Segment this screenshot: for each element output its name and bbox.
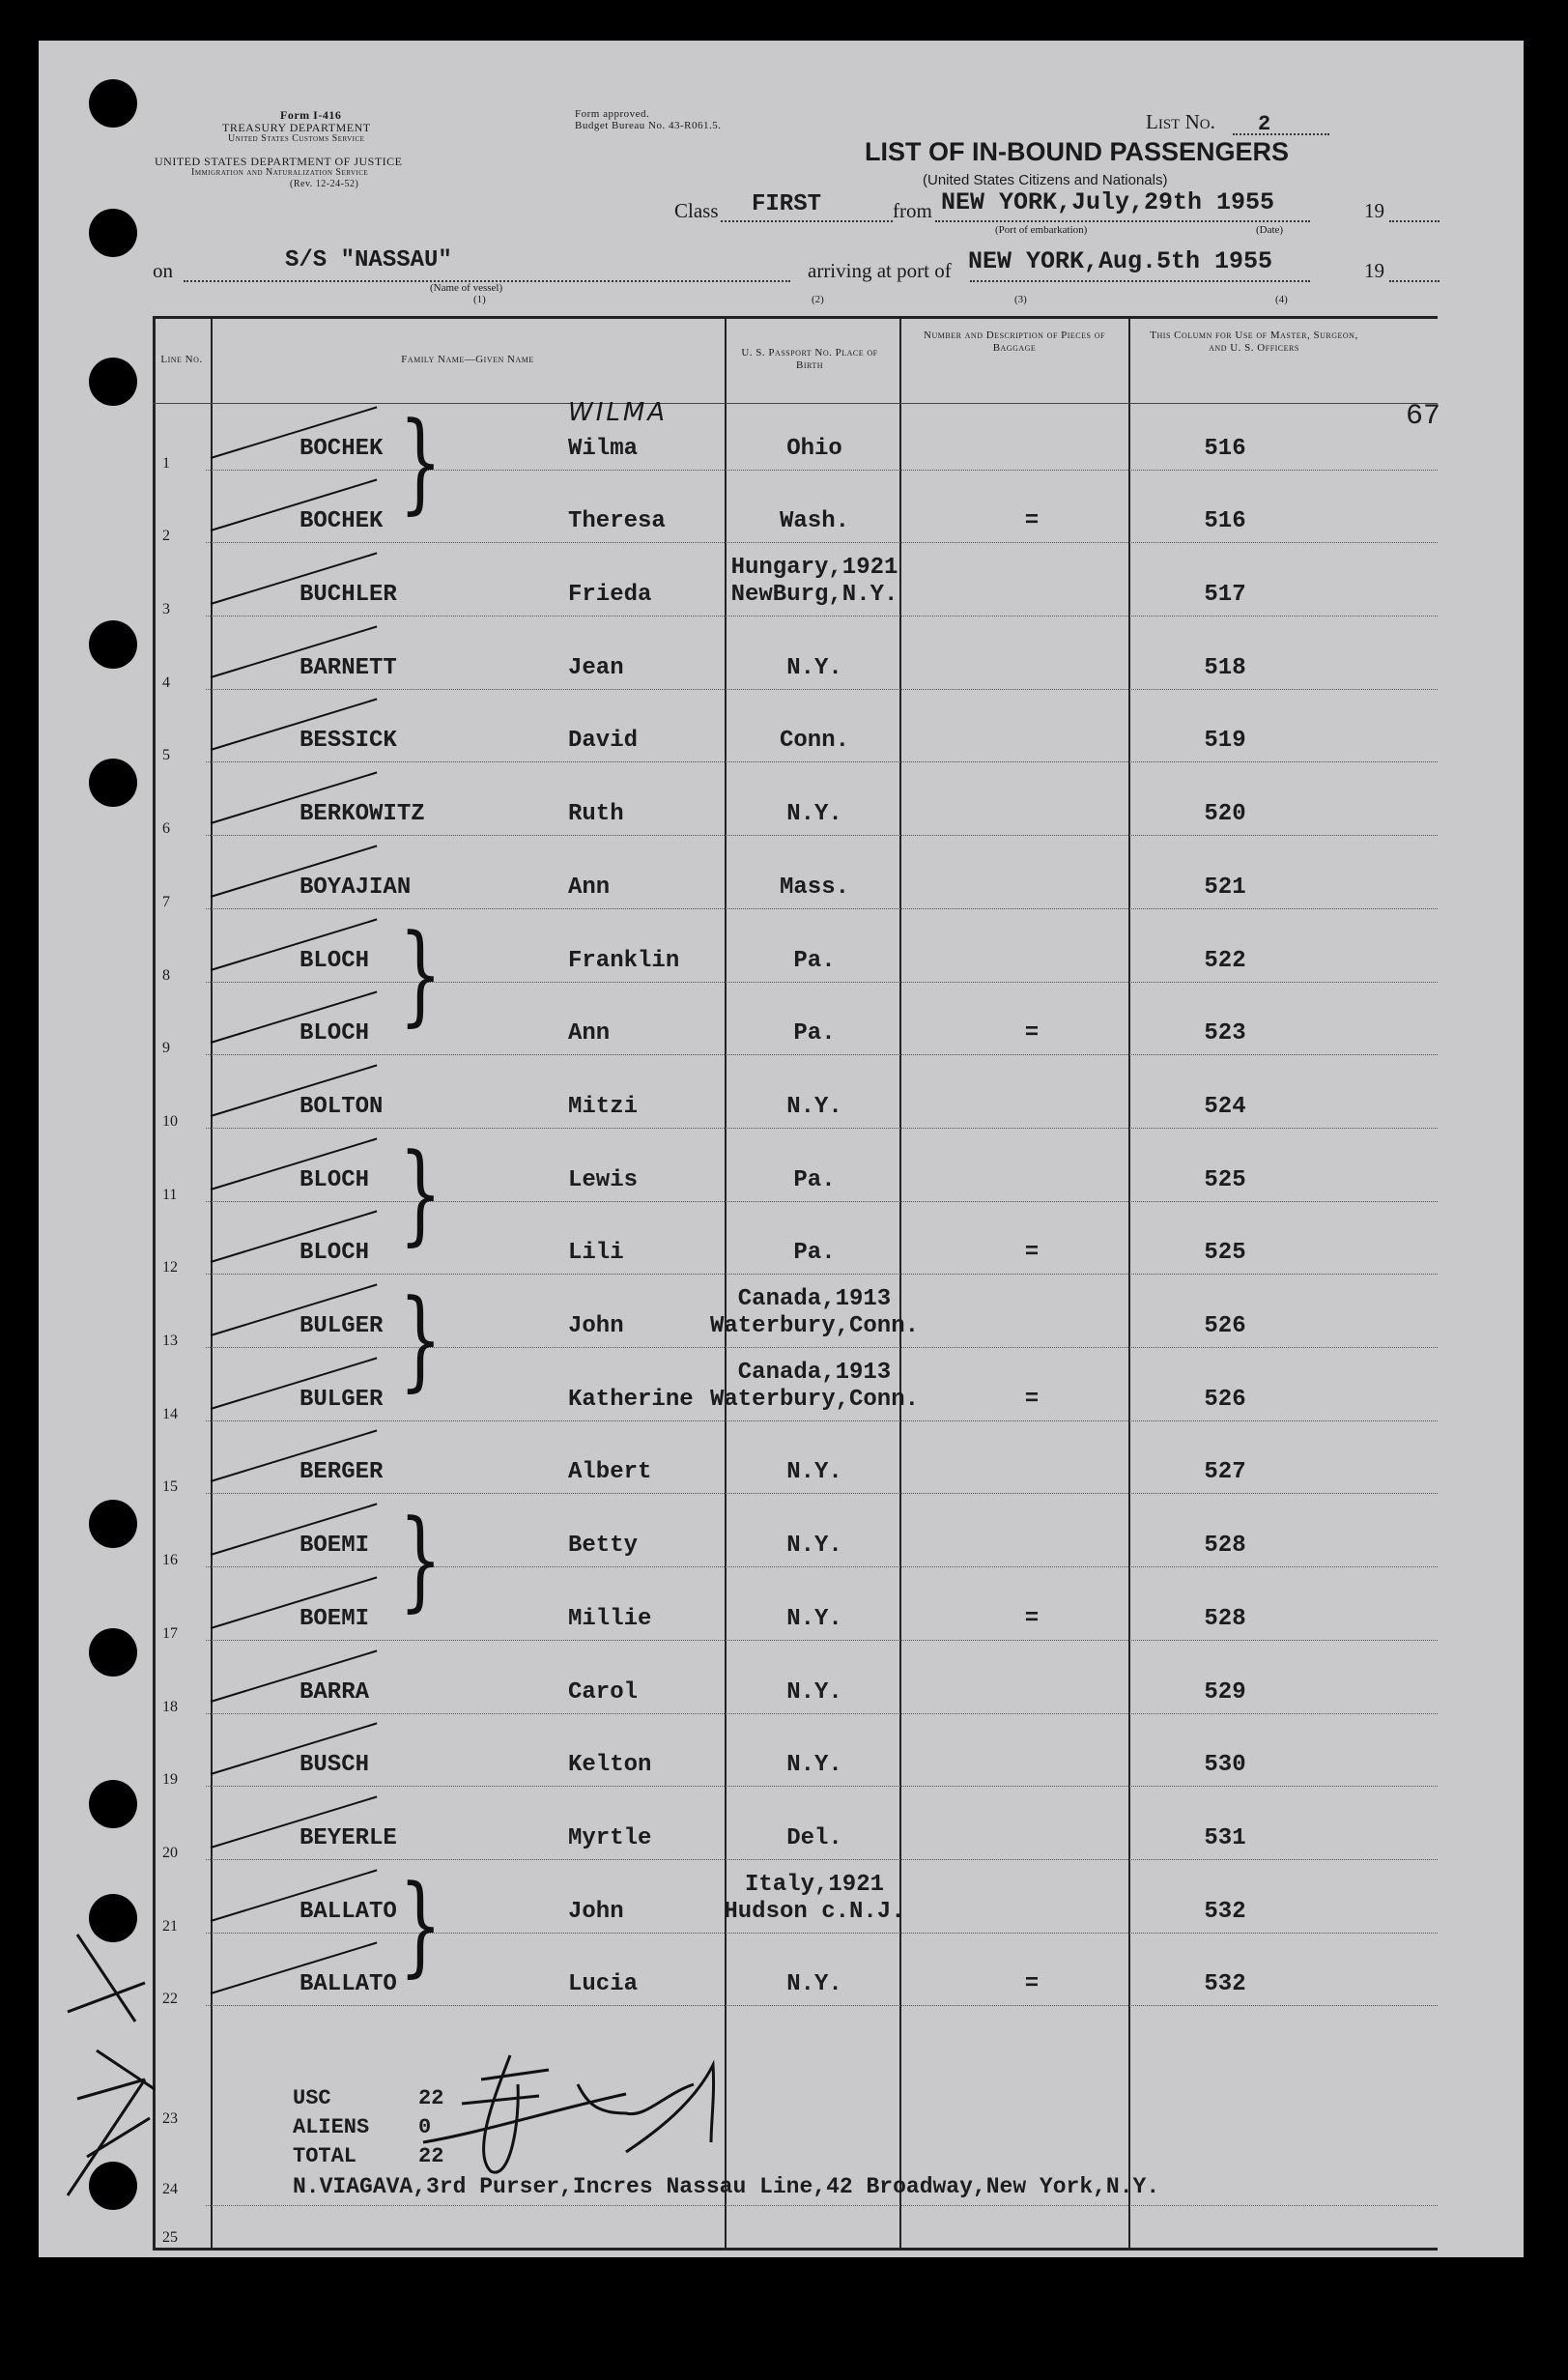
line-number: 16 [162,1552,178,1569]
birth-place: N.Y. [786,1459,842,1486]
officer-number: 529 [1204,1678,1246,1706]
line-number: 11 [162,1186,178,1203]
col-header-line: Line No. [160,353,203,365]
port-caption: (Port of embarkation) [995,224,1088,236]
officer-number: 528 [1204,1605,1246,1632]
line-number: 19 [162,1771,178,1789]
family-name: BULGER [299,1386,384,1413]
officer-number: 527 [1204,1459,1246,1486]
family-name: BERGER [299,1459,384,1486]
officer-number: 532 [1204,1898,1246,1925]
given-name: Katherine [568,1386,694,1413]
line-number: 21 [162,1917,178,1935]
officer-number: 521 [1204,874,1246,901]
form-number: Form I-416 [280,108,342,122]
table-row [153,989,1438,1062]
given-name: Franklin [568,947,680,974]
birth-country: Italy,1921 [744,1871,885,1898]
line-number: 17 [162,1624,178,1642]
given-name: John [568,1313,624,1340]
line-number-24: 24 [162,2181,178,2197]
baggage-mark: = [1024,1020,1040,1047]
birth-place: NewBurg,N.Y. [730,582,898,609]
grouping-brace: } [399,1130,442,1257]
officer-number: 528 [1204,1533,1246,1560]
given-name: Jean [568,654,624,681]
officer-number: 519 [1204,728,1246,755]
line-number: 4 [162,674,170,691]
given-name: Lewis [568,1166,639,1193]
line-number: 3 [162,601,170,618]
punch-hole [89,1628,137,1677]
table-row [153,1792,1438,1866]
line-number: 6 [162,820,170,838]
birth-place: Mass. [779,874,849,901]
officer-number: 526 [1204,1313,1246,1340]
birth-place: Pa. [793,947,836,974]
grouping-brace: } [399,910,442,1038]
given-name: Myrtle [568,1824,652,1851]
family-name: BOEMI [299,1533,370,1560]
officer-number: 532 [1204,1971,1246,1998]
class-value: FIRST [752,191,822,217]
budget-bureau: Budget Bureau No. 43-R061.5. [575,120,722,131]
table-row [153,476,1438,550]
line-number: 14 [162,1405,178,1422]
birth-place: N.Y. [786,1678,842,1706]
officer-number: 520 [1204,801,1246,828]
table-row [153,1061,1438,1134]
given-name: Ann [568,1020,611,1047]
birth-place: Pa. [793,1020,836,1047]
line-number-25: 25 [162,2229,178,2246]
total-count: 22 [418,2144,444,2168]
page-number: 67 [1406,400,1441,433]
margin-marks [58,1906,164,2205]
line-number: 2 [162,528,170,545]
line-number: 9 [162,1040,170,1057]
table-row [153,1647,1438,1720]
family-name: BUCHLER [299,582,397,609]
table-row [153,696,1438,769]
usc-count: 22 [418,2086,444,2110]
punch-hole [89,620,137,669]
col-header-baggage: Number and Description of Pieces of Baggage [924,330,1105,354]
birth-place: N.Y. [786,1533,842,1560]
officer-number: 526 [1204,1386,1246,1413]
punch-hole [89,209,137,257]
birth-place: Pa. [793,1240,836,1267]
family-name: BOLTON [299,1093,384,1120]
birth-place: N.Y. [786,1605,842,1632]
baggage-mark: = [1024,1605,1040,1632]
col-header-officers: This Column for Use of Master, Surgeon, and U. S. Officers [1150,330,1358,354]
given-name: David [568,728,639,755]
birth-place: N.Y. [786,1752,842,1779]
aliens-count: 0 [418,2115,432,2139]
table-row [153,1354,1438,1427]
manifest-page [39,41,1524,2257]
customs-service: United States Customs Service [228,133,365,144]
table-row [153,549,1438,622]
line-number: 10 [162,1112,178,1130]
ins-service: Immigration and Naturalization Service [191,167,369,178]
family-name: BARNETT [299,654,397,681]
officer-number: 531 [1204,1824,1246,1851]
family-name: BOYAJIAN [299,874,412,901]
table-row [153,1427,1438,1501]
line-number: 18 [162,1698,178,1715]
col-number-2: (2) [812,294,824,305]
grouping-brace: } [399,1861,442,1989]
birth-place: Hudson c.N.J. [724,1898,905,1925]
birth-country: Canada,1913 [737,1286,892,1313]
passenger-table [153,316,1441,2251]
grouping-brace: } [399,1276,442,1403]
arrival-value: NEW YORK,Aug.5th 1955 [968,247,1273,275]
birth-country: Hungary,1921 [730,555,898,582]
col-header-passport: U. S. Passport No. Place of Birth [741,347,878,371]
grouping-brace: } [399,398,442,526]
birth-place: Del. [786,1824,842,1851]
total-label: TOTAL [293,2144,357,2168]
family-name: BARRA [299,1678,370,1706]
birth-place: Conn. [779,728,849,755]
usc-label: USC [293,2086,331,2110]
class-label: Class [674,199,719,222]
given-name: John [568,1898,624,1925]
given-name: Lili [568,1240,624,1267]
list-no-value: 2 [1258,112,1271,136]
punch-hole [89,79,137,128]
on-label: on [153,259,173,282]
officer-number: 525 [1204,1240,1246,1267]
line-number: 13 [162,1333,178,1350]
col-header-name: Family Name—Given Name [401,353,534,365]
baggage-mark: = [1024,1386,1040,1413]
officer-number: 522 [1204,947,1246,974]
officer-number: 516 [1204,435,1246,462]
given-name: Lucia [568,1971,639,1998]
officer-number: 524 [1204,1093,1246,1120]
given-name: Ruth [568,801,624,828]
signature [404,2026,732,2191]
family-name: BLOCH [299,1020,370,1047]
line-number-23: 23 [162,2110,178,2127]
officer-number: 518 [1204,654,1246,681]
birth-country: Canada,1913 [737,1359,892,1386]
family-name: BEYERLE [299,1824,397,1851]
family-name: BERKOWITZ [299,801,425,828]
line-number: 8 [162,966,170,984]
officer-number: 530 [1204,1752,1246,1779]
col-number-3: (3) [1014,294,1027,305]
line-number: 15 [162,1478,178,1496]
table-row [153,1720,1438,1793]
given-name: Mitzi [568,1093,639,1120]
given-name: Wilma [568,435,639,462]
officer-number: 523 [1204,1020,1246,1047]
officer-number: 525 [1204,1166,1246,1193]
family-name: BOCHEK [299,508,384,535]
table-row [153,1939,1438,2013]
given-name: Theresa [568,508,666,535]
given-name: Ann [568,874,611,901]
vessel-name: S/S "NASSAU" [285,247,452,273]
family-name: BOEMI [299,1605,370,1632]
family-name: BOCHEK [299,435,384,462]
form-revision: (Rev. 12-24-52) [290,179,359,189]
family-name: BALLATO [299,1971,397,1998]
treasury-dept: TREASURY DEPARTMENT [222,121,371,134]
table-row [153,1208,1438,1281]
baggage-mark: = [1024,1240,1040,1267]
list-no-label: List No. [1146,110,1215,133]
family-name: BALLATO [299,1898,397,1925]
table-row [153,769,1438,843]
table-row [153,622,1438,696]
baggage-mark: = [1024,508,1040,535]
table-row [153,1573,1438,1647]
date-caption: (Date) [1256,224,1284,236]
given-name: Kelton [568,1752,652,1779]
from-label: from [893,199,932,222]
col-number-4: (4) [1275,294,1288,305]
birth-place: Waterbury,Conn. [709,1386,920,1413]
birth-place: N.Y. [786,1093,842,1120]
birth-place: Waterbury,Conn. [709,1313,920,1340]
birth-place: Wash. [779,508,849,535]
purser-line: N.VIAGAVA,3rd Purser,Incres Nassau Line,42 Broadway,New York,N.Y. [293,2174,1160,2199]
given-name: Carol [568,1678,639,1706]
line-number: 1 [162,454,170,472]
from-value: NEW YORK,July,29th 1955 [941,188,1275,216]
line-number: 5 [162,747,170,764]
baggage-mark: = [1024,1971,1040,1998]
form-subtitle: (United States Citizens and Nationals) [923,172,1168,188]
punch-hole [89,1780,137,1828]
line-number: 7 [162,893,170,910]
family-name: BLOCH [299,1166,370,1193]
grouping-brace: } [399,1495,442,1623]
line-number: 12 [162,1259,178,1276]
birth-place: Ohio [786,435,842,462]
justice-dept: UNITED STATES DEPARTMENT OF JUSTICE [155,155,403,168]
birth-place: N.Y. [786,654,842,681]
handwritten-wilma: WILMA [568,398,669,427]
birth-place: N.Y. [786,801,842,828]
line-number: 20 [162,1844,178,1861]
birth-place: N.Y. [786,1971,842,1998]
year-suffix-2: 19 [1364,259,1384,282]
form-title: LIST OF IN-BOUND PASSENGERS [865,137,1290,166]
punch-hole [89,358,137,406]
arriving-label: arriving at port of [808,259,952,282]
officer-number: 516 [1204,508,1246,535]
year-suffix-1: 19 [1364,199,1384,222]
vessel-caption: (Name of vessel) [430,282,503,294]
family-name: BLOCH [299,947,370,974]
line-number: 22 [162,1991,178,2008]
aliens-label: ALIENS [293,2115,370,2139]
punch-hole [89,759,137,807]
given-name: Millie [568,1605,652,1632]
family-name: BLOCH [299,1240,370,1267]
given-name: Frieda [568,582,652,609]
table-row [153,842,1438,915]
col-number-1: (1) [473,294,486,305]
punch-hole [89,1500,137,1548]
family-name: BULGER [299,1313,384,1340]
form-approved: Form approved. [575,108,650,120]
given-name: Albert [568,1459,652,1486]
family-name: BUSCH [299,1752,370,1779]
family-name: BESSICK [299,728,397,755]
officer-number: 517 [1204,582,1246,609]
birth-place: Pa. [793,1166,836,1193]
given-name: Betty [568,1533,639,1560]
